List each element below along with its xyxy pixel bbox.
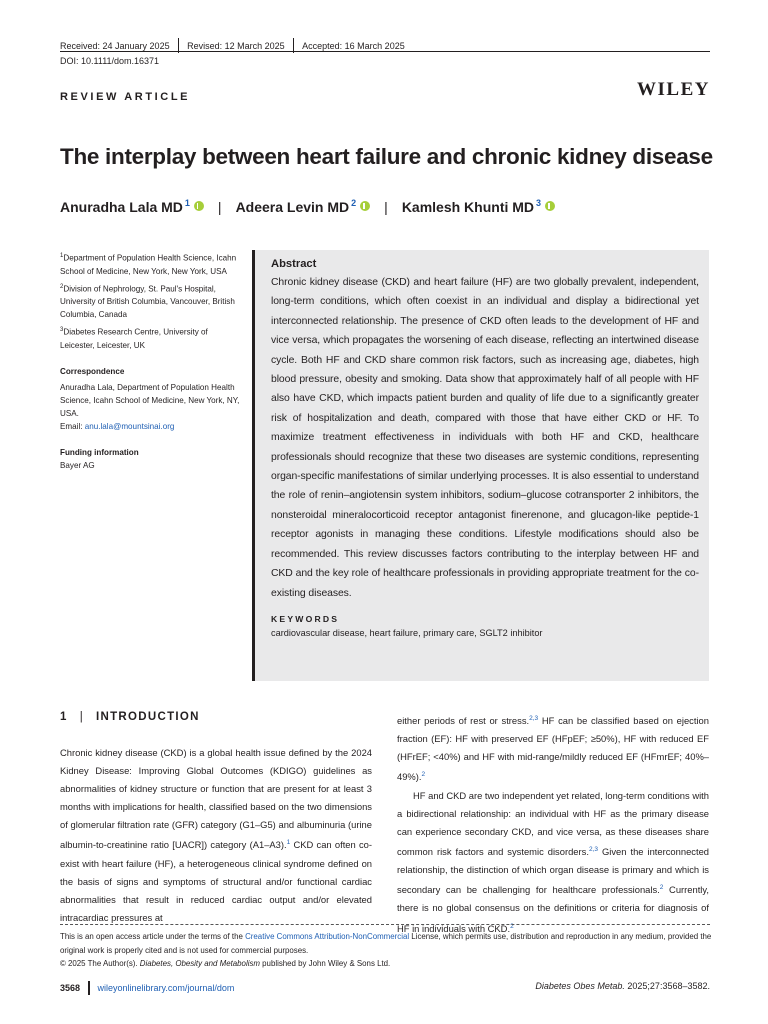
orcid-icon[interactable] [545,201,555,211]
affiliations-column [60,250,240,475]
citation-link[interactable]: 2,3 [529,715,539,722]
citation-link[interactable]: 2 [659,884,664,892]
abstract-text: Chronic kidney disease (CKD) and heart failure (HF) are two globally prevalent, independent, long-term conditions, which often coexist in an individual and display a bidirectional yet interconnected relationship. The presence of CKD often leads to the development of HF and vice versa, which propagates the worsening of each disease, reflecting an intertwined disease cycle. Both HF and CKD share common risk factors, such as increasing age, diabetes, high blood pressure, obesity and smoking. Data show that approximately half of all people with HF also have CKD, which impacts patient burden and quality of life due to a significantly greater risk of hospitalization and death, compared with those that have either CKD or HF. To maximize treatment effectiveness in individuals with both HF and CKD, healthcare professionals should recognize that these two diseases are systemic conditions, representing organ-specific manifestations of similar underlying processes. It is also essential to understand the role of renin–angiotensin system inhibitors, sodium–glucose cotransporter 2 inhibitors, the nonsteroidal mineralocorticoid receptor antagonist finerenone, and glucagon-like peptide-1 receptor agonists in managing these conditions. Lifestyle modifications should also be recommended. This review discusses factors contributing to the interplay between HF and CKD and the key role of healthcare professionals in providing appropriate treatment for the co-existing diseases. [271,277,699,599]
author-separator: | [217,199,222,215]
author-affiliation-ref[interactable]: 1 [184,198,190,208]
citation-link[interactable]: 1 [286,839,291,847]
author-affiliation-ref[interactable]: 3 [536,198,542,208]
section-title: INTRODUCTION [96,711,200,723]
author-list [60,199,555,215]
keywords-text: cardiovascular disease, heart failure, primary care, SGLT2 inhibitor [271,627,543,638]
footer-divider [88,981,90,995]
affiliation: $^2$Division of Nephrology, St. Paul's Hospital, University of British Columbia, Vancouver, British Columbia, Canada [60,283,235,320]
citation-link[interactable]: 2,3 [588,845,598,853]
citation-link[interactable]: 2 [421,771,426,779]
page-number: 3568 [60,983,81,993]
body-column-right [397,710,709,938]
body-paragraph: HF and CKD are two independent yet related, long-term conditions with a bidirectional relationship: an individual with HF as the primary disease can experience secondary CKD, and vice versa, as these diseases share common risk factors and systemic disorders.$^{2,3}$ Given the interconnected relationship, the distinction of which organ disease is primary and which is secondary can be challenging for healthcare professionals.$^2$ Currently, there is no global consensus on the definitions or criteria for diagnosis of HF in individuals with CKD.$^2$ [397,789,710,934]
license-footnote: This is an open access article under the terms of the Creative Commons Attribution-NonCommercial License, which permits use, distribution and reproduction in any medium, provided the original work is properly cited and is not used for commercial purposes. © 2025 The Author(s). Diabetes, Obesity and Metabolism published by John Wiley & Sons Ltd. [60,930,715,971]
copyright-line: © 2025 The Author(s). Diabetes, Obesity and Metabolism published by John Wiley & Sons Ltd. [60,959,391,969]
author-separator: | [384,199,388,215]
body-paragraph: either periods of rest or stress.$^{2,3}$ HF can be classified based on ejection fraction (EF): HF with preserved EF (HFpEF; ≥50%), HF with reduced EF (HFrEF; <40%) and HF with mid-range/mildly reduced EF (HFmrEF; 40%–49%).$^2$ [397,715,709,783]
publisher-logo: WILEY [637,79,710,100]
keywords-heading: KEYWORDS [271,613,340,624]
correspondence-label: Correspondence [60,367,125,377]
license-link[interactable]: Creative Commons Attribution-NonCommercial [245,932,410,941]
body-column-left [60,744,372,927]
affiliation: $^3$Diabetes Research Centre, University of Leicester, Leicester, UK [60,327,208,351]
journal-citation: Diabetes Obes Metab. 2025;27:3568–3582. [535,981,710,991]
accepted-date: Accepted: 16 March 2025 [302,40,405,51]
author-affiliation-ref[interactable]: 2 [351,198,357,208]
abstract-heading: Abstract [271,258,317,270]
header-rule [60,51,710,52]
correspondence-email: Email: anu.lala@mountsinai.org [60,422,175,432]
footnote-rule [60,924,710,925]
section-heading [60,711,200,723]
revised-date: Revised: 12 March 2025 [187,40,285,51]
orcid-icon[interactable] [360,201,370,211]
correspondence-text: Anuradha Lala, Department of Population Health Science, Icahn School of Medicine, New York, NY, USA. [60,383,240,419]
abstract-box [252,250,709,681]
author-name: Anuradha Lala MD [60,199,183,215]
doi[interactable]: DOI: 10.1111/dom.16371 [60,56,160,66]
journal-url-link[interactable]: wileyonlinelibrary.com/journal/dom [97,983,235,993]
page-footer [60,981,234,995]
funding-text: Bayer AG [60,461,95,471]
article-title: The interplay between heart failure and chronic kidney disease [60,144,713,169]
body-paragraph: Chronic kidney disease (CKD) is a global health issue defined by the 2024 Kidney Disease: Improving Global Outcomes (KDIGO) guidelines as abnormalities of kidney structure or function that are present for at least 3 months with implications for health, classified based on the two dimensions of glomerular filtration rate (GFR) category (G1–G5) and albuminuria (urine albumin-to-creatinine ratio [UACR]) category (A1–A3).$^1$ CKD can often co-exist with heart failure (HF), a heterogeneous clinical syndrome defined on the basis of signs and symptoms of structural and/or functional cardiac abnormalities that result in reduced cardiac output and/or elevated intracardiac pressures at [60,747,372,923]
author-name: Kamlesh Khunti MD [401,199,535,215]
section-divider: | [79,711,84,723]
funding-label: Funding information [60,448,139,458]
affiliation: $^1$Department of Population Health Science, Icahn School of Medicine, New York, New York, USA [60,253,237,276]
article-type: REVIEW ARTICLE [60,91,191,103]
email-link[interactable]: anu.lala@mountsinai.org [84,422,175,432]
orcid-icon[interactable] [194,201,204,211]
received-date: Received: 24 January 2025 [60,40,170,51]
section-number: 1 [60,711,68,723]
citation-link[interactable]: 2 [510,922,514,930]
author-name: Adeera Levin MD [235,199,350,215]
